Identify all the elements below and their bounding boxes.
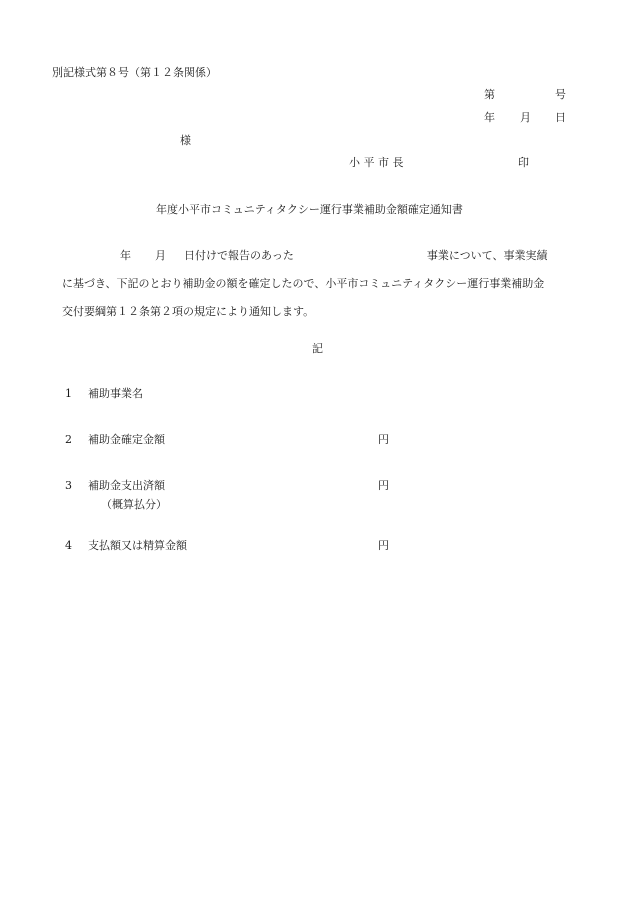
doc-number-suffix: 号: [555, 88, 566, 101]
date-month: 月: [520, 111, 531, 124]
body-project-about: 事業について、事業実績: [426, 249, 548, 262]
item-2-unit: 円: [378, 433, 389, 446]
item-1-label: 補助事業名: [88, 387, 143, 400]
body-paragraph: [62, 242, 582, 326]
body-year: 年: [120, 249, 131, 262]
date-day: 日: [555, 111, 566, 124]
item-4-number: 4: [65, 539, 72, 552]
addressee-suffix: 様: [180, 134, 191, 147]
body-month: 月: [155, 249, 166, 262]
seal-mark: 印: [518, 156, 529, 169]
body-line-1: [62, 242, 582, 270]
body-line-2: に基づき、下記のとおり補助金の額を確定したので、小平市コミュニティタクシー運行事業補助金: [62, 277, 545, 290]
item-2-number: 2: [65, 433, 72, 446]
body-day-report: 日付けで報告のあった: [184, 249, 294, 262]
form-label: 別記様式第８号（第１２条関係）: [52, 66, 217, 79]
doc-number-prefix: 第: [484, 88, 495, 101]
item-2-label: 補助金確定金額: [88, 433, 165, 446]
body-line-3: 交付要綱第１２条第２項の規定により通知します。: [62, 305, 315, 318]
item-1-number: 1: [65, 387, 72, 400]
item-4-label: 支払額又は精算金額: [88, 539, 187, 552]
item-3-sublabel: （概算払分）: [101, 498, 167, 511]
issuer-title: 小 平 市 長: [349, 156, 404, 169]
item-3-label: 補助金支出済額: [88, 479, 165, 492]
item-3-number: 3: [65, 479, 72, 492]
item-3-unit: 円: [378, 479, 389, 492]
ki-marker: 記: [312, 342, 323, 355]
document-title: 年度小平市コミュニティタクシー運行事業補助金額確定通知書: [156, 203, 463, 216]
item-4-unit: 円: [378, 539, 389, 552]
date-year: 年: [484, 111, 495, 124]
